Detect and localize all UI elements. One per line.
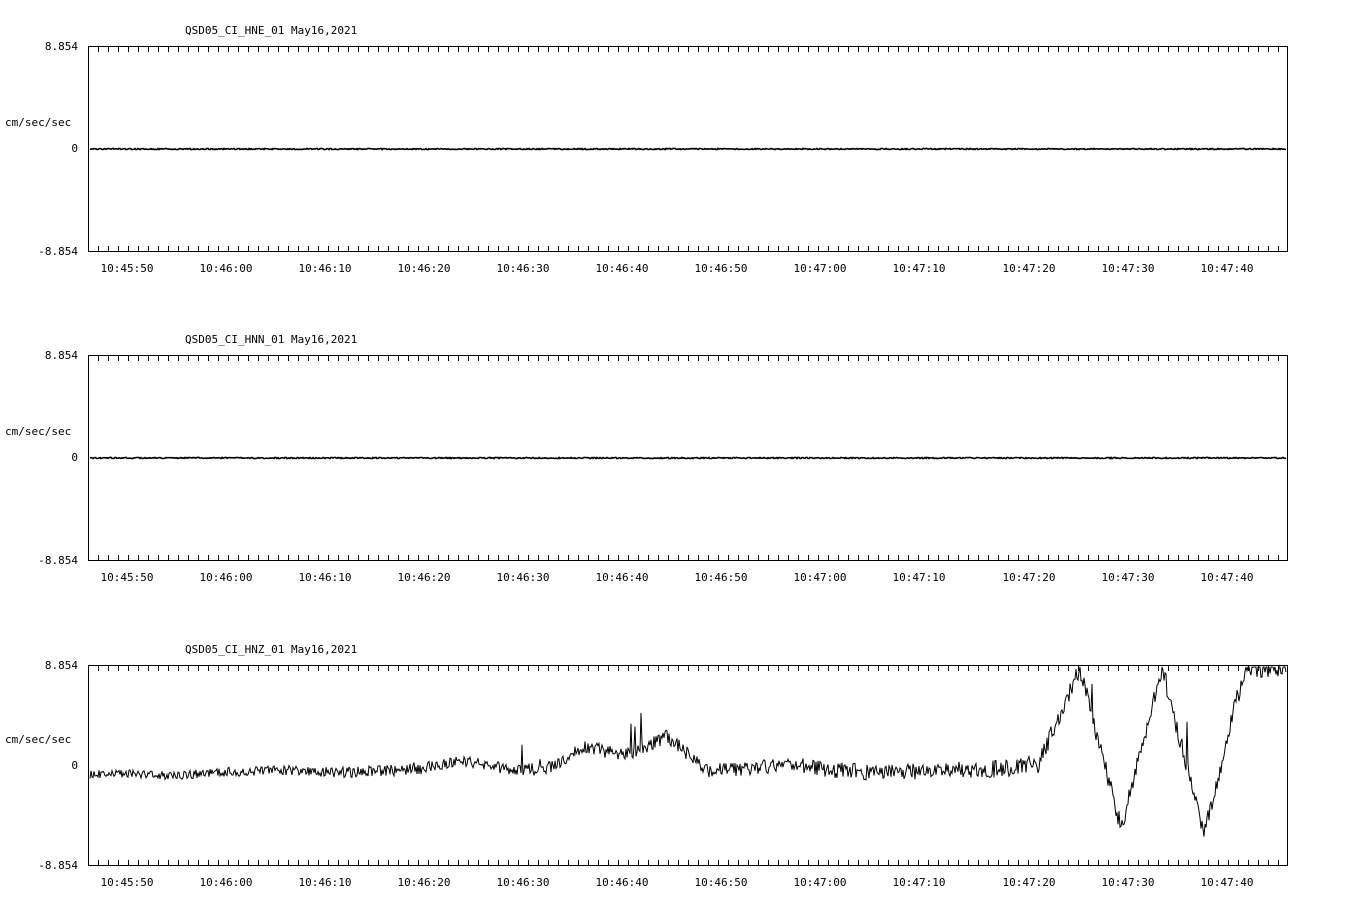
x-axis-tick: 10:47:00: [793, 876, 847, 889]
plot-title: QSD05_CI_HNN_01 May16,2021: [185, 333, 358, 346]
plot-area: [88, 665, 1288, 866]
x-axis-tick: 10:47:00: [793, 262, 847, 275]
x-axis-tick: 10:46:30: [496, 262, 550, 275]
x-axis-tick: 10:47:20: [1002, 876, 1056, 889]
x-axis-tick: 10:47:30: [1101, 571, 1155, 584]
x-axis-tick: 10:47:10: [892, 262, 946, 275]
plot-area: [88, 355, 1288, 561]
x-axis-tick: 10:46:10: [298, 262, 352, 275]
y-axis-label: cm/sec/sec: [5, 425, 72, 438]
x-axis-tick: 10:46:30: [496, 876, 550, 889]
x-axis-tick: 10:45:50: [100, 571, 154, 584]
seismogram-panel: [0, 641, 1358, 902]
x-axis-tick: 10:47:40: [1200, 571, 1254, 584]
x-axis-tick: 10:45:50: [100, 262, 154, 275]
y-axis-tick: -8.854: [38, 244, 78, 258]
x-axis-tick: 10:47:40: [1200, 262, 1254, 275]
x-axis-tick: 10:46:30: [496, 571, 550, 584]
seismogram-panel: [0, 22, 1358, 288]
x-axis-tick: 10:46:40: [595, 262, 649, 275]
x-axis-tick: 10:46:00: [199, 262, 253, 275]
x-axis-tick: 10:46:50: [694, 876, 748, 889]
x-axis-tick: 10:47:20: [1002, 262, 1056, 275]
x-axis-tick: 10:46:20: [397, 876, 451, 889]
waveform-trace: [90, 148, 1286, 149]
y-axis-label: cm/sec/sec: [5, 116, 72, 129]
x-axis-tick: 10:46:00: [199, 571, 253, 584]
x-axis-tick: 10:47:10: [892, 876, 946, 889]
plot-title: QSD05_CI_HNZ_01 May16,2021: [185, 643, 358, 656]
y-axis-tick: 0: [71, 451, 78, 464]
x-axis-tick: 10:47:10: [892, 571, 946, 584]
y-axis-tick: -8.854: [38, 553, 78, 567]
y-axis-label: cm/sec/sec: [5, 732, 72, 746]
x-axis-tick: 10:47:20: [1002, 571, 1056, 584]
x-axis-tick: 10:47:00: [793, 571, 847, 584]
y-axis-tick: 0: [71, 758, 78, 772]
y-axis-tick: 0: [71, 142, 78, 155]
x-axis-tick: 10:45:50: [100, 876, 154, 889]
x-axis-tick: 10:46:10: [298, 571, 352, 584]
y-axis-tick: -8.854: [38, 858, 78, 872]
x-axis-tick: 10:46:20: [397, 262, 451, 275]
x-axis-tick: 10:46:40: [595, 571, 649, 584]
x-axis-tick: 10:47:30: [1101, 876, 1155, 889]
x-axis-tick: 10:46:10: [298, 876, 352, 889]
plot-title: QSD05_CI_HNE_01 May16,2021: [185, 24, 358, 37]
waveform-trace: [90, 667, 1286, 837]
plot-area: [88, 46, 1288, 252]
y-axis-tick: 8.854: [44, 348, 78, 362]
x-axis-tick: 10:46:00: [199, 876, 253, 889]
x-axis-tick: 10:46:50: [694, 571, 748, 584]
y-axis-tick: 8.854: [44, 658, 78, 672]
x-axis-tick: 10:47:30: [1101, 262, 1155, 275]
waveform-trace: [90, 457, 1286, 458]
seismogram-panel: [0, 331, 1358, 597]
x-axis-tick: 10:46:50: [694, 262, 748, 275]
tick-marks: [89, 666, 1279, 865]
y-axis-tick: 8.854: [44, 39, 78, 53]
x-axis-tick: 10:46:20: [397, 571, 451, 584]
x-axis-tick: 10:46:40: [595, 876, 649, 889]
x-axis-tick: 10:47:40: [1200, 876, 1254, 889]
